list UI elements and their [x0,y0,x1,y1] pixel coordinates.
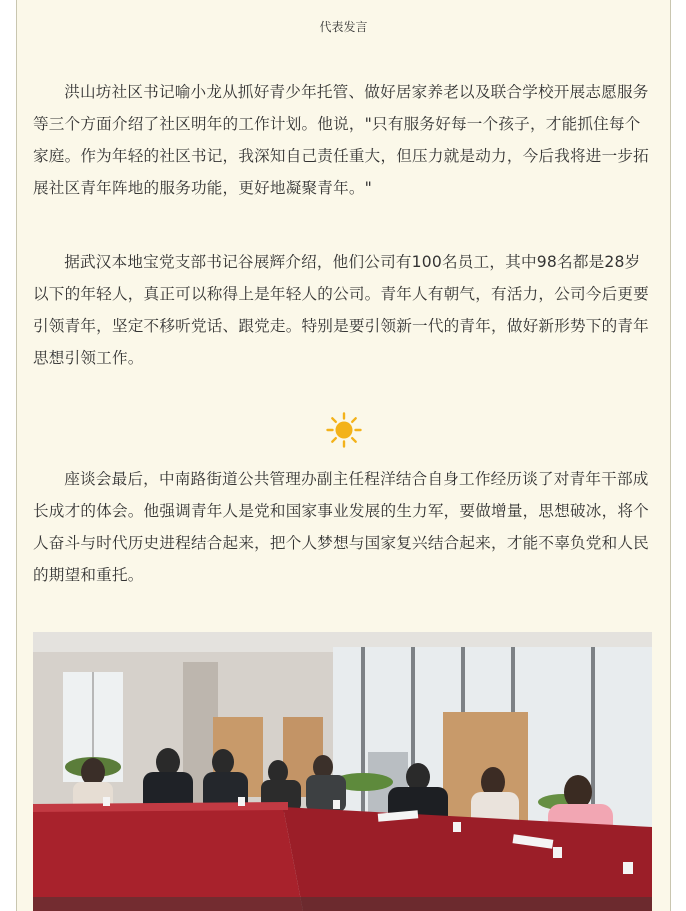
article-page [16,0,671,911]
paragraph-deputy-director: 座谈会最后，中南路街道公共管理办副主任程洋结合自身工作经历谈了对青年干部成长成才的体会。他强调青年人是党和国家事业发展的生力军，要做增量，思想破冰，将个人奋斗与时代历史进程结合起来，把个人梦想与国家复兴结合起来，才能不辜负党和人民的期望和重托。 [33,470,649,584]
paragraph-community-secretary: 洪山坊社区书记喻小龙从抓好青少年托管、做好居家养老以及联合学校开展志愿服务等三个方面介绍了社区明年的工作计划。他说，"只有服务好每一个孩子，才能抓住每个家庭。作为年轻的社区书记，我深知自己责任重大，但压力就是动力，今后我将进一步拓展社区青年阵地的服务功能，更好地凝聚青年。" [33,83,649,197]
paragraph-company-secretary: 据武汉本地宝党支部书记谷展辉介绍，他们公司有100名员工，其中98名都是28岁以下的年轻人，真正可以称得上是年轻人的公司。青年人有朝气，有活力，公司今后更要引领青年，坚定不移听党话、跟党走。特别是要引领新一代的青年，做好新形势下的青年思想引领工作。 [33,253,649,367]
sun-icon [326,412,362,448]
meeting-room-photo [33,632,652,911]
section-title: 代表发言 [319,20,368,34]
